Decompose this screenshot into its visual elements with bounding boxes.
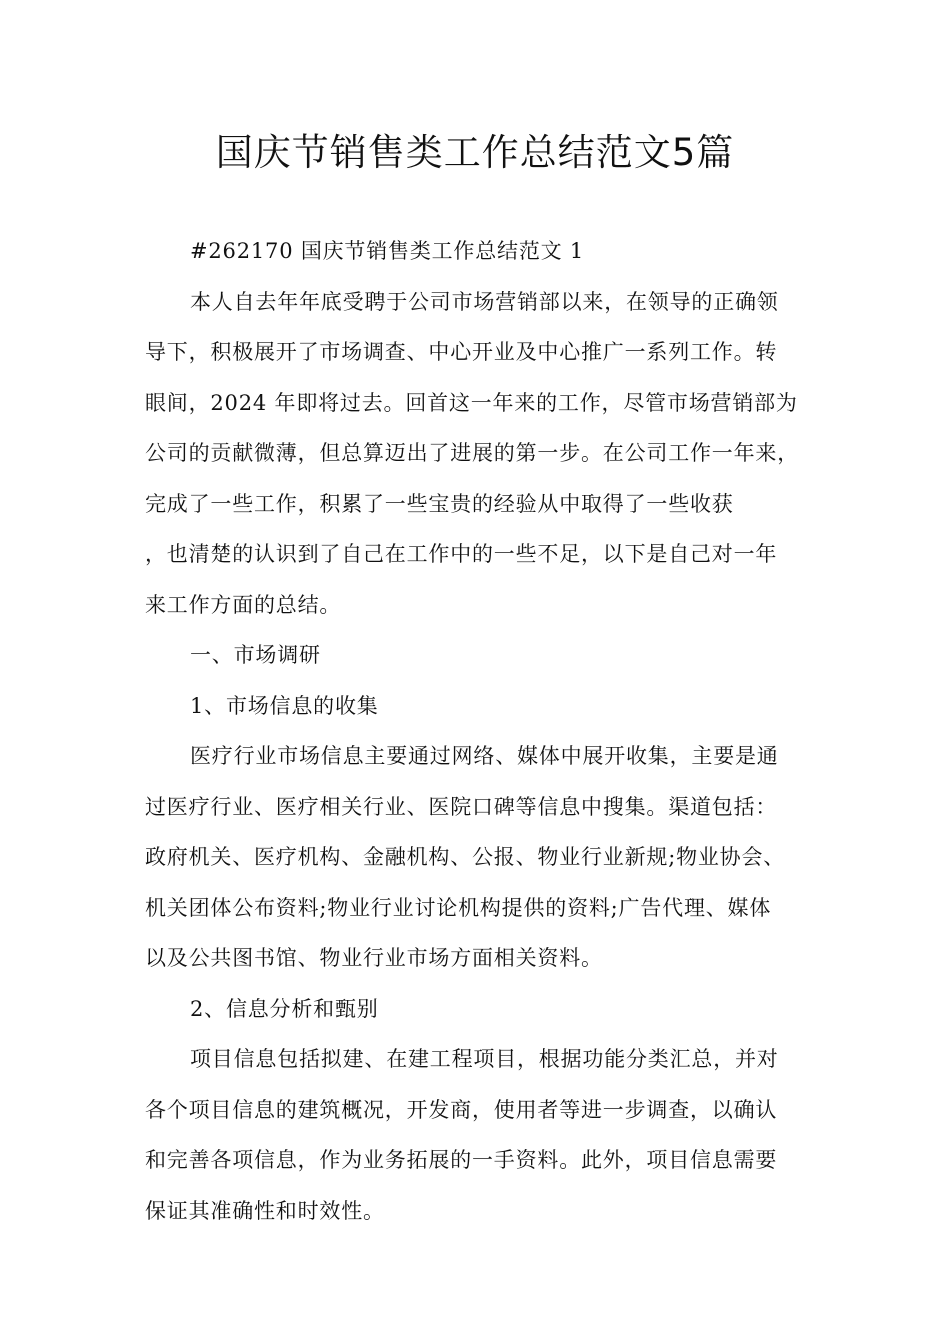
paragraph-line: 来工作方面的总结。 (145, 592, 342, 617)
section-heading-market-research: 一、市场调研 (190, 643, 321, 667)
section-heading-article-1: #262170 国庆节销售类工作总结范文 1 (190, 239, 585, 263)
paragraph-line: 政府机关、医疗机构、金融机构、公报、物业行业新规;物业协会、 (145, 845, 786, 869)
paragraph-line: 过医疗行业、医疗相关行业、医院口碑等信息中搜集。渠道包括： (145, 794, 778, 819)
paragraph-line: 眼间，2024 年即将过去。回首这一年来的工作，尽管市场营销部为 (145, 390, 798, 415)
document-body (145, 226, 825, 1236)
subheading-info-collection: 1、市场信息的收集 (190, 693, 379, 718)
paragraph-line: 保证其准确性和时效性。 (145, 1198, 385, 1223)
paragraph-line: 项目信息包括拟建、在建工程项目，根据功能分类汇总，并对 (190, 1047, 779, 1071)
paragraph-line: 和完善各项信息，作为业务拓展的一手资料。此外，项目信息需要 (145, 1148, 778, 1172)
paragraph-line: 本人自去年年底受聘于公司市场营销部以来，在领导的正确领 (190, 289, 779, 314)
paragraph-line: 以及公共图书馆、物业行业市场方面相关资料。 (145, 946, 603, 970)
paragraph-line: ，也清楚的认识到了自己在工作中的一些不足，以下是自己对一年 (145, 542, 778, 566)
paragraph-line: 各个项目信息的建筑概况，开发商，使用者等进一步调查，以确认 (145, 1097, 778, 1122)
paragraph-line: 导下，积极展开了市场调查、中心开业及中心推广一系列工作。转 (145, 340, 778, 364)
paragraph-line: 公司的贡献微薄，但总算迈出了进展的第一步。在公司工作一年来， (145, 441, 799, 465)
subheading-info-analysis: 2、信息分析和甄别 (190, 996, 379, 1021)
paragraph-line: 机关团体公布资料;物业行业讨论机构提供的资料;广告代理、媒体 (145, 895, 772, 920)
paragraph-line: 完成了一些工作，积累了一些宝贵的经验从中取得了一些收获 (145, 491, 734, 516)
document-title: 国庆节销售类工作总结范文5篇 (215, 131, 735, 174)
paragraph-line: 医疗行业市场信息主要通过网络、媒体中展开收集，主要是通 (190, 744, 779, 768)
